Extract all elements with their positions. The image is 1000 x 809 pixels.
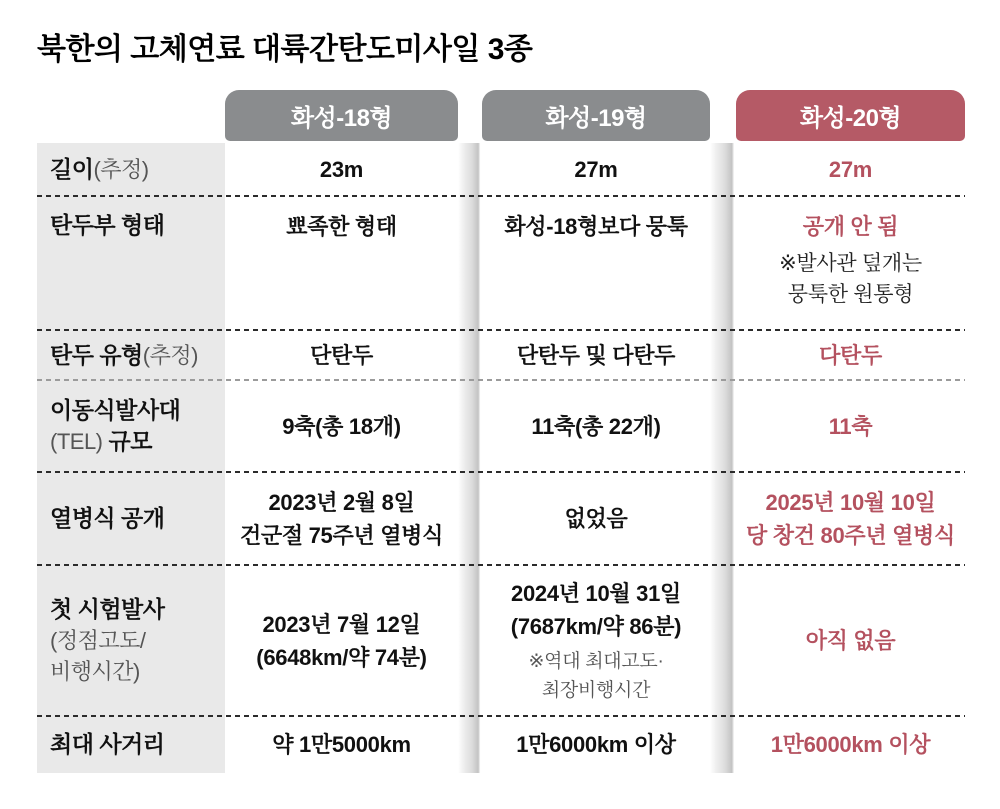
cell-tel-size-hwasong19: 11축(총 22개)	[482, 380, 710, 472]
column-shadow-2	[710, 143, 736, 773]
page-title: 북한의 고체연료 대륙간탄도미사일 3종	[37, 33, 533, 66]
cell-tel-size-hwasong18: 9축(총 18개)	[225, 380, 458, 472]
comparison-table	[37, 90, 965, 773]
row-label-column-body	[37, 143, 225, 773]
cell-length-hwasong19: 27m	[482, 143, 710, 196]
row-label-first-test: 첫 시험발사 (정점고도/ 비행시간)	[50, 596, 165, 684]
column-hwasong18	[225, 90, 458, 773]
cell-parade-hwasong19: 없었음	[482, 472, 710, 565]
cell-warhead-shape-hwasong18: 뾰족한 형태	[225, 196, 458, 330]
column-gap-2	[710, 90, 736, 773]
row-divider	[37, 715, 965, 717]
row-label-column	[37, 90, 225, 773]
row-label-tel-size: 이동식발사대 (TEL) 규모	[50, 397, 181, 454]
label-header-spacer	[37, 90, 225, 143]
cell-warhead-shape-hwasong20: 공개 안 됨 ※발사관 덮개는 뭉툭한 원통형	[736, 196, 965, 330]
row-label-warhead-shape: 탄두부 형태	[50, 212, 165, 238]
cell-length-hwasong18: 23m	[225, 143, 458, 196]
cell-tel-size-hwasong20: 11축	[736, 380, 965, 472]
warhead-shape-note: ※발사관 덮개는 뭉툭한 원통형	[779, 252, 922, 306]
row-divider	[37, 471, 965, 473]
row-divider	[37, 195, 965, 197]
column-header-hwasong18: 화성-18형	[225, 90, 458, 141]
cell-max-range-hwasong18: 약 1만5000km	[225, 716, 458, 773]
cell-first-test-hwasong20: 아직 없음	[736, 565, 965, 716]
cell-parade-hwasong18: 2023년 2월 8일 건군절 75주년 열병식	[225, 472, 458, 565]
column-hwasong19	[482, 90, 710, 773]
column-header-hwasong19: 화성-19형	[482, 90, 710, 141]
row-divider	[37, 329, 965, 331]
cell-parade-hwasong20: 2025년 10월 10일 당 창건 80주년 열병식	[736, 472, 965, 565]
row-label-length: 길이(추정)	[50, 156, 149, 182]
cell-first-test-hwasong18: 2023년 7월 12일 (6648km/약 74분)	[225, 565, 458, 716]
row-label-max-range: 최대 사거리	[50, 731, 165, 757]
cell-warhead-type-hwasong19: 단탄두 및 다탄두	[482, 330, 710, 380]
cell-max-range-hwasong19: 1만6000km 이상	[482, 716, 710, 773]
cell-first-test-hwasong19: 2024년 10월 31일 (7687km/약 86분) ※역대 최대고도· 최장비행시간	[482, 565, 710, 716]
cell-length-hwasong20: 27m	[736, 143, 965, 196]
cell-max-range-hwasong20: 1만6000km 이상	[736, 716, 965, 773]
row-label-warhead-type: 탄두 유형(추정)	[50, 341, 198, 368]
row-divider	[37, 564, 965, 566]
column-header-hwasong20: 화성-20형	[736, 90, 965, 141]
row-divider	[37, 379, 965, 381]
column-shadow-1	[458, 143, 482, 773]
column-hwasong20	[736, 90, 965, 773]
row-label-parade: 열병식 공개	[50, 505, 165, 531]
column-gap-1	[458, 90, 482, 773]
cell-warhead-type-hwasong18: 단탄두	[225, 330, 458, 380]
first-test-note: ※역대 최대고도· 최장비행시간	[528, 650, 664, 701]
cell-warhead-shape-hwasong19: 화성-18형보다 뭉툭	[482, 196, 710, 330]
cell-warhead-type-hwasong20: 다탄두	[736, 330, 965, 380]
